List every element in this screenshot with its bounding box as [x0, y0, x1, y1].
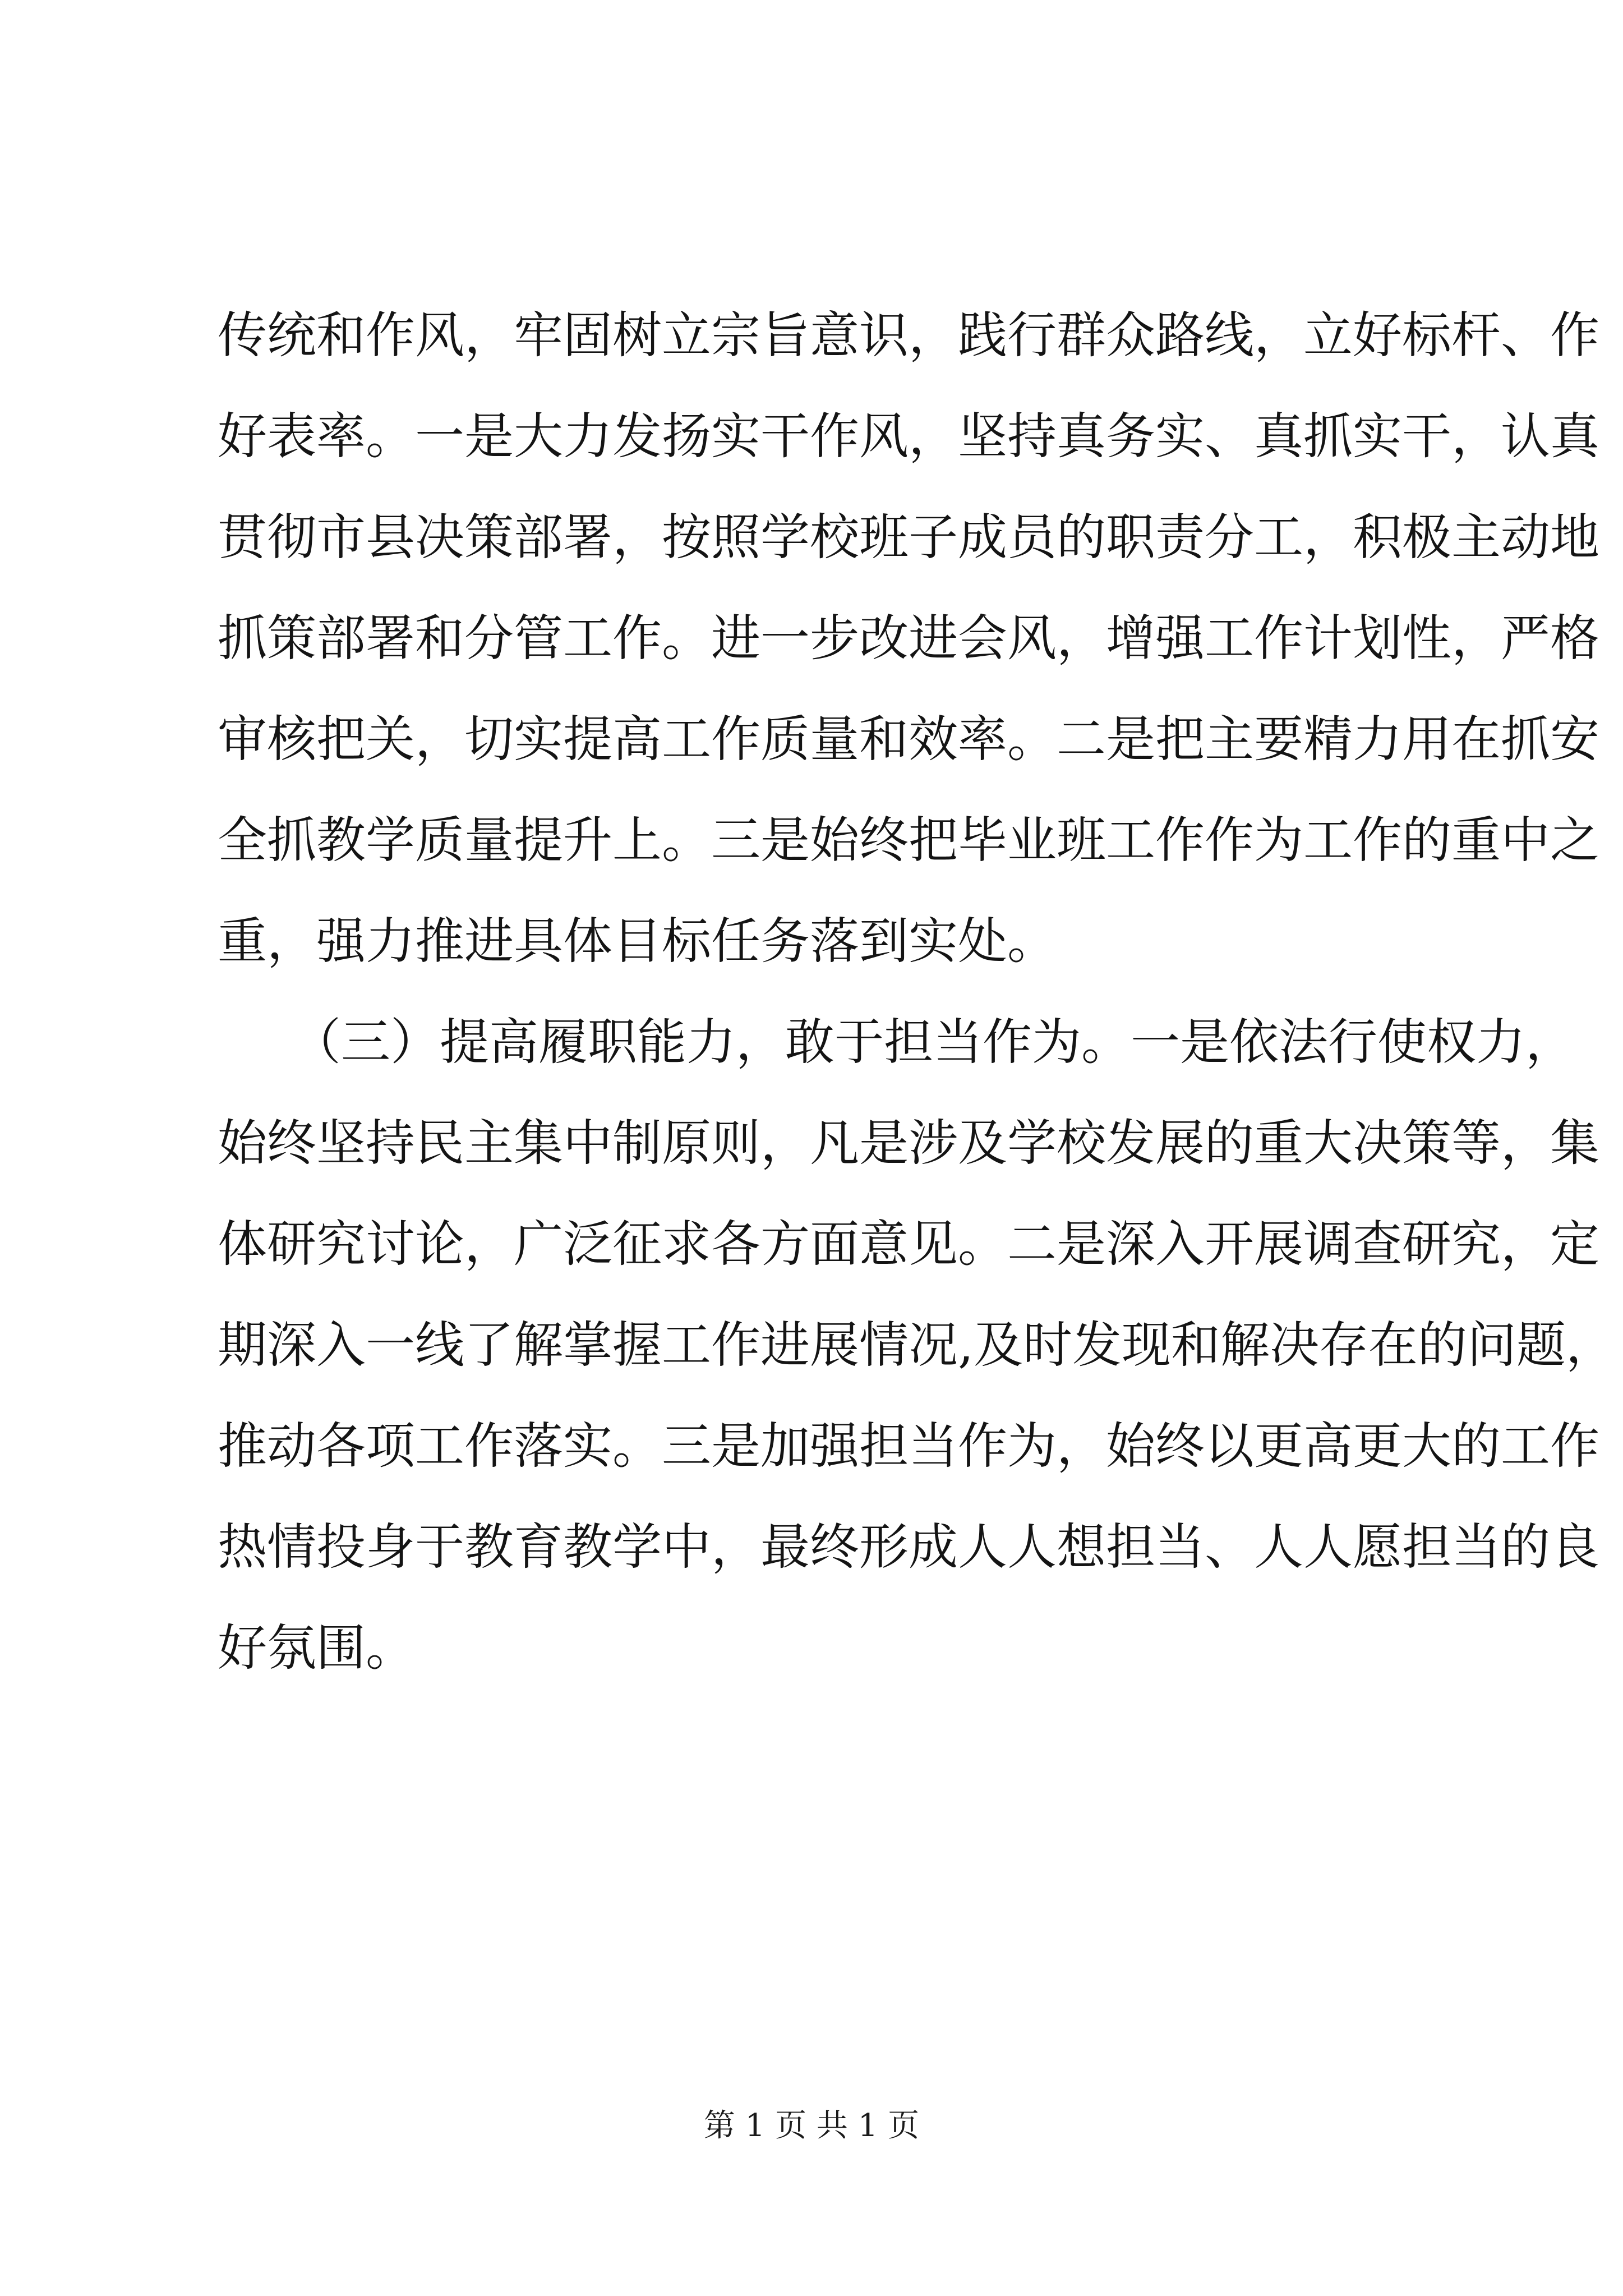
paragraph-line: 好氛围。: [218, 1619, 416, 1677]
paragraph-1: [218, 285, 1600, 992]
paragraph-line: 传统和作风，牢固树立宗旨意识，践行群众路线，立好标杆、作: [218, 306, 1600, 364]
document-body: [218, 285, 1615, 1699]
paragraph-line: （三）提高履职能力，敢于担当作为。一是依法行使权力，: [218, 1013, 1575, 1071]
paragraph-line: 始终坚持民主集中制原则，凡是涉及学校发展的重大决策等，集: [218, 1114, 1600, 1172]
paragraph-line: 审核把关，切实提高工作质量和效率。二是把主要精力用在抓安: [218, 710, 1600, 768]
paragraph-line: 好表率。一是大力发扬实干作风，坚持真务实、真抓实干，认真: [218, 407, 1600, 465]
paragraph-line: 推动各项工作落实。三是加强担当作为，始终以更高更大的工作: [218, 1417, 1600, 1475]
paragraph-line: 全抓教学质量提升上。三是始终把毕业班工作作为工作的重中之: [218, 811, 1600, 869]
paragraph-line: 重，强力推进具体目标任务落到实处。: [218, 912, 1057, 970]
paragraph-2: [218, 992, 1615, 1699]
paragraph-line: 抓策部署和分管工作。进一步改进会风，增强工作计划性，严格: [218, 609, 1600, 667]
paragraph-line: 贯彻市县决策部署，按照学校班子成员的职责分工，积极主动地: [218, 508, 1600, 566]
paragraph-line: 热情投身于教育教学中，最终形成人人想担当、人人愿担当的良: [218, 1518, 1600, 1576]
paragraph-line: 体研究讨论，广泛征求各方面意见。二是深入开展调查研究，定: [218, 1215, 1600, 1273]
paragraph-line: 期深入一线了解掌握工作进展情况,及时发现和解决存在的问题，: [218, 1316, 1615, 1374]
page-number-footer: 第 1 页 共 1 页: [703, 2108, 920, 2144]
